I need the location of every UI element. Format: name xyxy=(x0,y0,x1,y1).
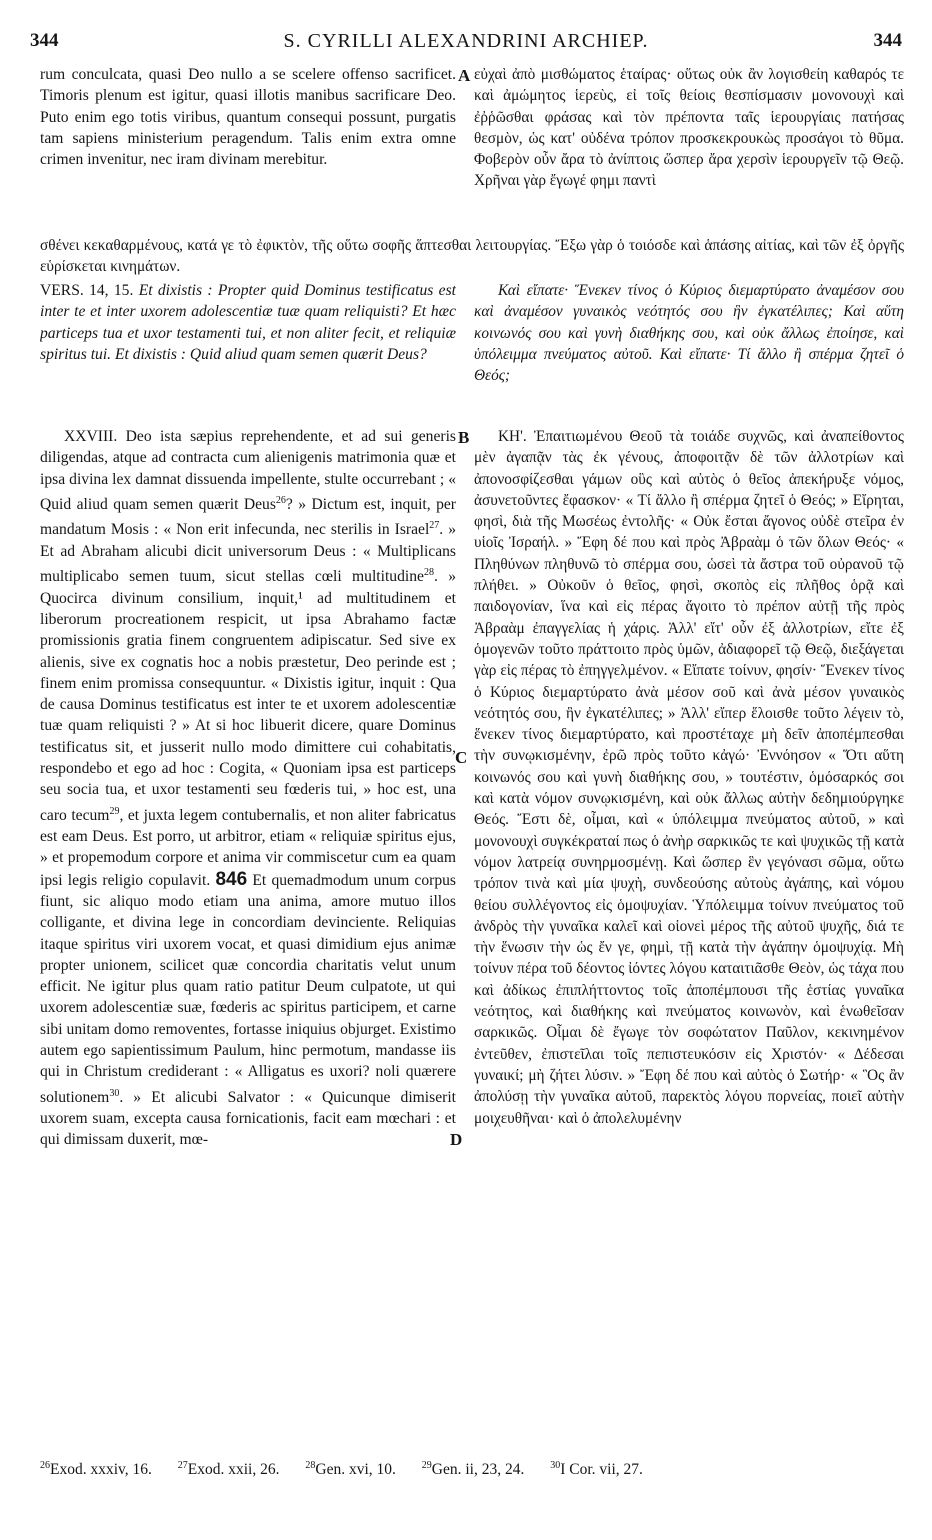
greek-spanning-paragraph: σθένει κεκαθαρμένους, κατά γε τὸ ἐφικτὸν, τῆς οὕτω σοφῆς ἅπτεσθαι λειτουργίας. Ἔξω γὰρ ὁ τοιόσδε καὶ ἁπάσης αἰτίας, καὶ τῶν ἐξ ὀργῆς εὑρίσκεται κινημάτων. xyxy=(40,237,904,276)
latin-text-5: , et juxta legem contubernalis, et non aliter fabricatus est eam Deus. Est porro, ut arbitror, etiam « reliquiæ spiritus ejus, » et propemodum corpore et anima vir commiscetur cum ea quam ipsi legis religio copulavit. xyxy=(40,806,456,889)
latin-column-top xyxy=(40,64,456,234)
greek-main-paragraph: ΚΗ'. Ἐπαιτιωμένου Θεοῦ τὰ τοιάδε συχνῶς, καὶ ἀναπείθοντος μὲν ἀγαπᾷν τὰς ἐκ γένους, ἀποφοιτᾷν δὲ τῶν ἀλλοτρίων καὶ ἀπονοσφίζεσθαι γάμων οὓς καὶ αὐτὸς ὁ θεῖος ἀπεκήρυξε νόμος, ἀσυνετοῦντες ἔφασκον· « Τί ἄλλο ἢ σπέρμα ζητεῖ ὁ Θεός; » Εἴρηται, φησὶ, διὰ τῆς Μωσέως ἐντολῆς· « Οὐκ ἔσται ἄγονος οὐδὲ στεῖρα ἐν υἱοῖς Ἰσραήλ. » Ἔφη δέ που καὶ πρὸς Ἀβραὰμ ὁ τῶν ὅλων Θεός· « Πληθύνων πληθυνῶ τὸ σπέρμα σου, ὡσεὶ τὰ ἄστρα τοῦ οὐρανοῦ τῷ πλήθει. » Οὐκοῦν ὁ θεῖος, φησὶ, σκοπὸς εἰς πλῆθος ὁρᾷ καὶ παιδογονίαν, ἵνα καὶ εἰς πέρας ἄγοιτο τὸ πρέπον αὐτῇ τῆς πρὸς Ἀβραὰμ ἐπαγγελίας ἡ χάρις. Ἀλλ' εἴτ' οὖν ἐξ ἀλλοτρίων, εἴτε ἐξ ὁμογενῶν τοῦτο πράττοιτο πρὸς ὑμῶν, ἀδιαφορεῖ τῷ Θεῷ, διεξάγεται γὰρ εἰς πέρας τὸ ἐπηγγελμένον. « Εἴπατε τοίνυν, φησίν· Ἕνεκεν τίνος ὁ Κύριος διεμαρτύρατο ἀνὰ μέσον σοῦ καὶ ἀνὰ μέσον γυναικὸς νεότητός σου, ἣν ἐγκατέλιπες; » Ἀλλ' εἴπερ ἕλοισθε τοῦτο λέγειν τὸ, ἕνεκεν τίνος διεμαρτύρατο, καὶ προστέταχε μὴ δεῖν ἀποπέμπεσθαι τὴν συνῳκισμένην, ἐρῶ πρὸς τοῦτο κἀγώ· Ἐννόησον « Ὅτι αὕτη κοινωνός σου καὶ γυνὴ διαθήκης σου, » τουτέστιν, ὁμόσαρκός σοι καὶ κατὰ νόμον συνῳκισμένη, καὶ οὐκ ἄλλως αὐτὴν δεδημιούργηκε Θεός. Ἔστι δὲ, οἶμαι, καὶ « ὑπόλειμμα πνεύματος αὐτοῦ, » καὶ μονονουχὶ συγκέκραταί πως ὁ ἀνὴρ σαρκικῶς τε καὶ ψυχικῶς τῇ κατὰ νόμον λατρείᾳ συνηρμοσμένῃ. Καὶ ὥσπερ ἓν γεγόνασι σῶμα, οὕτω τρόπον τινὰ καὶ μία ψυχὴ, συνδεούσης αὐτοὺς ἀγάπης, καὶ νόμου θείου συλλέγοντος εἰς ὁμοψυχίαν. Ὑπόλειμμα τοίνυν πνεύματος τοῦ ἀνδρὸς τὴν γυναῖκα καλεῖ καὶ οἱονεὶ μέρος τῆς αὐτοῦ ψυχῆς, διά τε τὴν ἕνωσιν τὴν ὡς ἔν γε, φημὶ, τῇ κατὰ τὴν ἀγάπην ὁμοψυχίᾳ. Μὴ τοίνυν πέρα τοῦ δέοντος ἰόντες λόγου καταιτιᾶσθε Θεὸν, ὡς τάχα που καὶ ἀδίκως ἐπιπλήττοντος τοῖς ἀποπέμπουσι τῆς ἑστίας γυναῖκα νεότητος, καὶ διαθήκης καὶ πνεύματος κοινωνὸν, καὶ ἑνωθεῖσαν σαρκικῶς. Οἶμαι δὲ ἔγωγε τὸν σοφώτατον Παῦλον, κεκινημένον ἐντεῦθεν, ἐπιστεῖλαι τοῖς πεπιστευκόσιν εἰς Χριστόν· « Δέδεσαι γυναικί; μὴ ζήτει λύσιν. » Ἔφη δέ που καὶ αὐτὸς ὁ Σωτήρ· « Ὃς ἂν ἀπολύσῃ τὴν γυναῖκα αὐτοῦ, παρεκτὸς λόγου πορνείας, ποιεῖ αὐτὴν μοιχευθῆναι· καὶ ὁ ἀπολελυμένην xyxy=(474,428,904,1127)
footnotes xyxy=(40,1460,904,1479)
greek-column-main xyxy=(474,426,904,1446)
footnote-ref-29: 29 xyxy=(109,805,120,817)
greek-spanning-lines xyxy=(40,235,904,278)
page-number-left: 344 xyxy=(30,30,59,51)
verse-label: VERS. 14, 15. xyxy=(40,282,134,299)
latin-verse-text: Et dixistis : Propter quid Dominus testificatus est inter te et inter uxorem adolescentiæ tuæ quam reliquisti? Et hæc particeps tua et uxor testamenti tui, et non aliter fecit, et reliquiæ spiritus tui. Et dixistis : Quid aliud quam semen quærit Deus? xyxy=(40,282,456,363)
latin-text-1: XXVIII. Deo ista sæpius reprehendente, et ad sui generis diligendas, atque ad contracta cum alienigenis matrimonia quæ et ipsa divina lex damnat dissuenda impellente, stulte occurrebant ; « Quid aliud quam semen quærit Deus xyxy=(40,428,456,514)
running-title: S. CYRILLI ALEXANDRINI ARCHIEP. xyxy=(283,30,649,52)
column-number: 846 xyxy=(215,868,248,890)
footnote-item: $^{29}$Gen. ii, 23, 24. xyxy=(421,1460,525,1479)
greek-verse-text: Καὶ εἴπατε· Ἕνεκεν τίνος ὁ Κύριος διεμαρτύρατο ἀναμέσον σου καὶ ἀναμέσον γυναικὸς νεότητός σου ἣν ἐγκατέλιπες; Καὶ αὕτη κοινωνός σου καὶ γυνὴ διαθήκης σου, καὶ οὐκ ἄλλως ἐποίησε, καὶ ὑπόλειμμα πνεύματος αὐτοῦ. Καὶ εἴπατε· Τί ἄλλο ἢ σπέρμα ζητεῖ ὁ Θεός; xyxy=(474,282,904,385)
latin-text-3: . » Et ad Abraham alicubi dicit universorum Deus : « Multiplicans multiplicabo semen tuum, sicut stellas cœli multitudine xyxy=(40,521,456,586)
latin-text-4: . » Quocirca divinum consilium, inquit,¹ ad multitudinem et liberorum procreationem respicit, ut ipsa Abrahamo factæ promissionis gratia finem congruentem adipiscatur. Sed sive ex alienis, sive ex cognatis hoc a nobis præstetur, Deo perinde est ; finem enim promissa consequuntur. « Dixistis igitur, inquit : Qua de causa Dominus testificatus est inter te et uxorem adolescentiæ tuæ quam reliquisti ? » At si hoc libuerit dicere, quare Dominus testificatus sit, et jusserit nullo modo dimittere cui cohabitatis, respondebo et ego ad hoc : Cogita, « Quoniam ipsa est particeps seu socia tua, et uxor testamenti seu fœderis tui, » hoc est, una caro tecum xyxy=(40,568,456,824)
margin-marker-b: B xyxy=(458,428,470,447)
latin-text-6: Et quemadmodum unum corpus fiunt, sic aliquo modo etiam una anima, amore mutuo illos colligante, et divina lege in concordiam devinciente. Reliquias itaque spiritus viri uxorem vocat, et quasi dimidium ejus animæ propter unionem, scilicet quæ concordia charitatis velut unum efficit. Ne igitur plus quam ratio patitur Deum culpatote, ut qui uxorem adolescentiæ suæ, fœderis ac spiritus participem, et carne sibi unitam domo removentes, fortasse iniquius objurget. Existimo autem ego sapientissimum Paulum, hinc permotum, mandasse iis qui in Christum crediderant : « Alligatus es uxori? noli quærere solutionem xyxy=(40,871,456,1106)
margin-marker-c: C xyxy=(455,748,468,767)
page-number-right: 344 xyxy=(873,30,902,51)
page-header xyxy=(30,30,902,58)
footnote-item: $^{30}$I Cor. vii, 27. xyxy=(550,1460,643,1479)
footnote-item: $^{27}$Exod. xxii, 26. xyxy=(177,1460,280,1479)
footnote-ref-26: 26 xyxy=(275,494,286,506)
latin-column-main xyxy=(40,426,456,1446)
latin-verse xyxy=(40,280,456,420)
margin-marker-d: D xyxy=(450,1130,463,1149)
greek-verse xyxy=(474,280,904,420)
latin-text-2: ? » Dictum est, inquit, per mandatum Mosis : « Non erit infecunda, nec sterilis in Israel xyxy=(40,496,456,539)
latin-paragraph-top: rum conculcata, quasi Deo nullo a se scelere offenso sacrificet. Timoris plenum est igitur, quasi illotis manibus sacrificare Deo. Puto enim ego totis viribus, quantum consequi possunt, purgatis tam sapiens ministerium peragendum. Talis enim extra omne crimen invenitur, nec iram divinam merebitur. xyxy=(40,66,456,169)
latin-main-paragraph xyxy=(40,426,456,1151)
greek-paragraph-top: εὐχαὶ ἀπὸ μισθώματος ἑταίρας· οὕτως οὐκ ἂν λογισθείη καθαρός τε καὶ ἀμώμητος ἱερεὺς, εἰ τοῖς θείοις θεσπίσμασιν μονονουχὶ καὶ ἐῤῥῶσθαι φράσας καὶ τὸν πρέποντα ταῖς ἱερουργίαις πατήσας θεσμὸν, ὡς κατ' οὐδένα τρόπον προσκεκρουκὼς προσάγοι τὸ θῦμα. Φοβερὸν οὖν ἄρα τὸ ἀνίπτοις ὥσπερ ἄρα χερσὶν ἱερουργεῖν τῷ Θεῷ. Χρῆναι γὰρ ἔγωγέ φημι παντὶ xyxy=(474,66,904,190)
footnote-ref-30: 30 xyxy=(109,1087,120,1099)
footnote-ref-27: 27 xyxy=(429,520,440,532)
footnote-item: $^{26}$Exod. xxxiv, 16. xyxy=(40,1460,152,1479)
latin-text-7: . » Et alicubi Salvator : « Quicunque dimiserit uxorem suam, excepta causa fornicationis, facit eam mœchari : et qui dimissam duxerit, mœ- xyxy=(40,1088,456,1149)
margin-marker-a: A xyxy=(458,66,471,85)
greek-column-top xyxy=(474,64,904,234)
footnote-ref-28: 28 xyxy=(423,567,434,579)
footnote-item: $^{28}$Gen. xvi, 10. xyxy=(305,1460,396,1479)
